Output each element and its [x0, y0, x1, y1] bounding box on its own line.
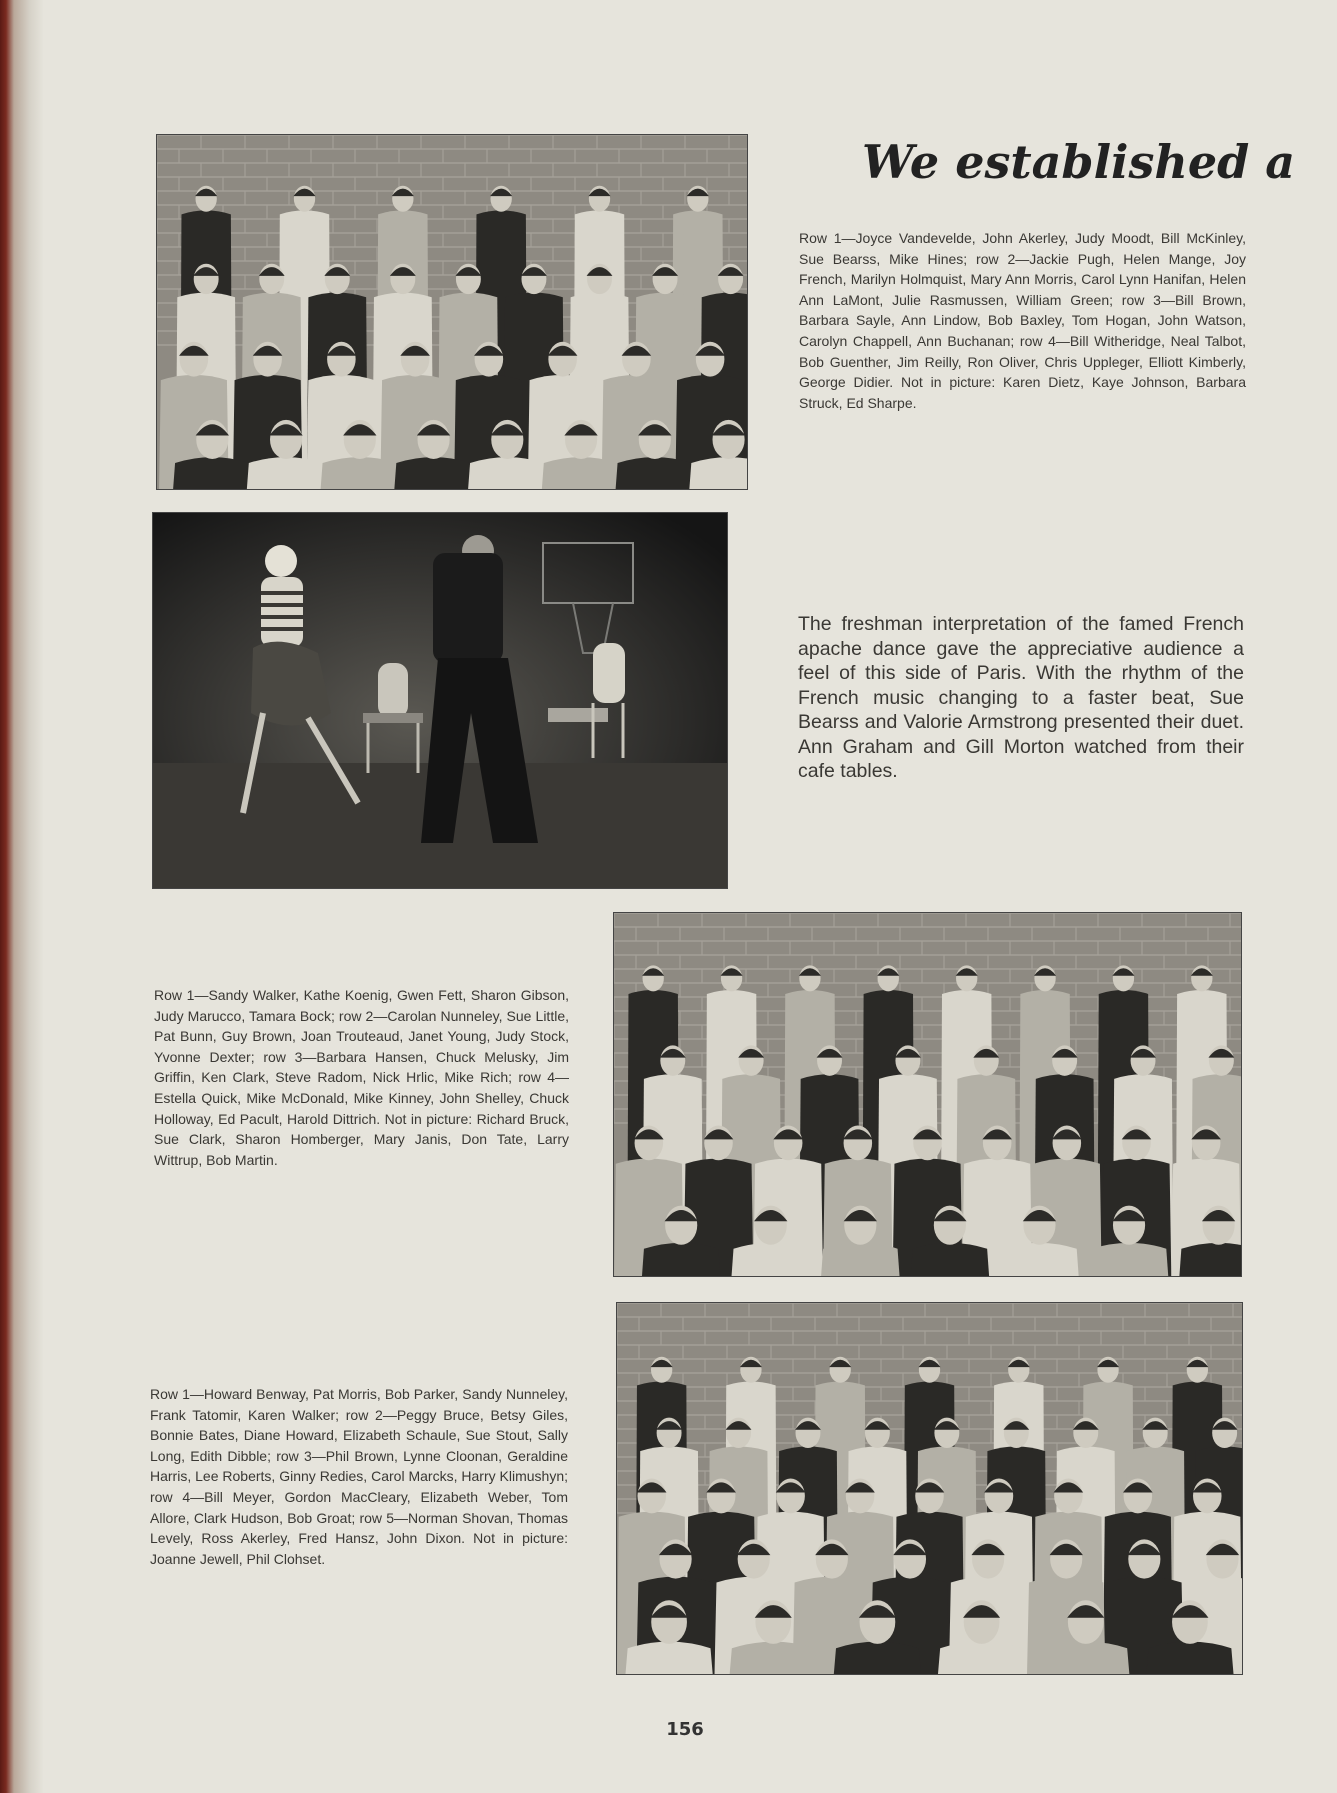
dance-photo	[152, 512, 728, 889]
group-photo-1	[156, 134, 748, 490]
group-photo-2	[613, 912, 1242, 1277]
binding-spine	[0, 0, 44, 1793]
group-photo-2-caption: Row 1—Sandy Walker, Kathe Koenig, Gwen Fett, Sharon Gibson, Judy Marucco, Tamara Bock; row 2—Carolan Nunneley, Sue Little, Pat Bunn, Guy Brown, Joan Trouteaud, Janet Young, Judy Stock, Yvonne Dexter; row 3—Barbara Hansen, Chuck Melusky, Jim Griffin, Ken Clark, Steve Radom, Nick Hrlic, Mike Rich; row 4—Estella Quick, Mike McDonald, Mike Kinney, John Shelley, Chuck Holloway, Ed Pacult, Harold Dittrich. Not in picture: Richard Bruck, Sue Clark, Sharon Homberger, Mary Janis, Don Tate, Larry Wittrup, Bob Martin.	[154, 987, 569, 1168]
dance-story: The freshman interpretation of the famed French apache dance gave the appreciative audience a feel of this side of Paris. With the rhythm of the French music changing to a faster beat, Sue Bearss and Valorie Armstrong presented their duet. Ann Graham and Gill Morton watched from their cafe tables.	[798, 613, 1244, 782]
group-photo-1-caption: Row 1—Joyce Vandevelde, John Akerley, Judy Moodt, Bill McKinley, Sue Bearss, Mike Hines; row 2—Jackie Pugh, Helen Mange, Joy French, Marilyn Holmquist, Mary Ann Morris, Carol Lynn Hanifan, Helen Ann LaMont, Julie Rasmussen, William Green; row 3—Bill Brown, Barbara Sayle, Ann Lindow, Bob Baxley, Tom Hogan, John Watson, Carolyn Chappell, Ann Buchanan; row 4—Bill Witheridge, Neal Talbot, Bob Guenther, Jim Reilly, Ron Oliver, Chris Uppleger, Elliott Kimberly, George Didier. Not in picture: Karen Dietz, Kaye Johnson, Barbara Struck, Ed Sharpe.	[799, 230, 1246, 411]
group-photo-3	[616, 1302, 1243, 1675]
group-photo-2-image	[614, 913, 1241, 1276]
page-number: 156	[666, 1719, 704, 1740]
group-photo-3-caption: Row 1—Howard Benway, Pat Morris, Bob Parker, Sandy Nunneley, Frank Tatomir, Karen Walker; row 2—Peggy Bruce, Betsy Giles, Bonnie Bates, Diane Howard, Elizabeth Schaule, Sue Stout, Sally Long, Edith Dibble; row 3—Phil Brown, Lynne Cloonan, Geraldine Harris, Lee Roberts, Ginny Redies, Carol Marcks, Harry Klimushyn; row 4—Bill Meyer, Gordon MacCleary, Elizabeth Weber, Tom Allore, Clark Hudson, Bob Groat; row 5—Norman Shovan, Thomas Levely, Ross Akerley, Fred Hansz, John Dixon. Not in picture: Joanne Jewell, Phil Clohset.	[150, 1386, 568, 1567]
page-heading: We established a	[862, 135, 1296, 189]
group-photo-1-image	[157, 135, 747, 489]
dance-photo-image	[153, 513, 727, 888]
group-photo-3-image	[617, 1303, 1242, 1674]
